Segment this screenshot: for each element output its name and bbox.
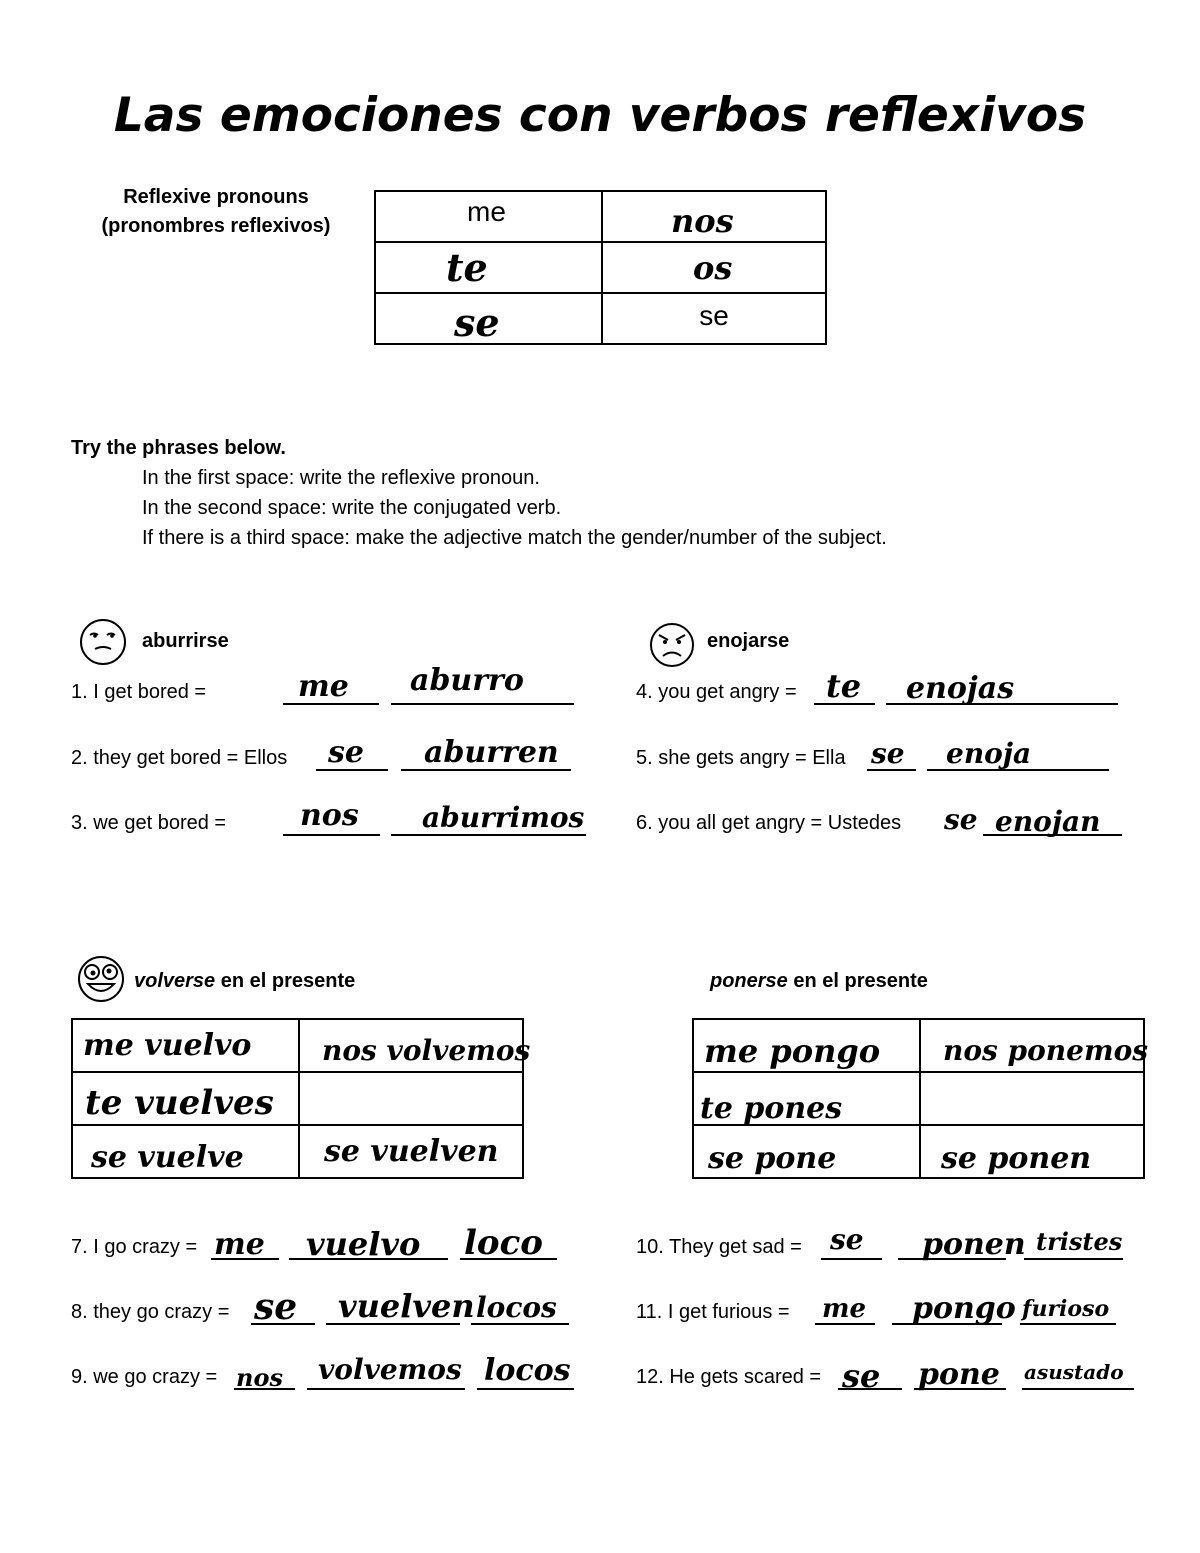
conjugation-cell[interactable] bbox=[693, 1019, 920, 1072]
instruction-line: In the second space: write the conjugated verb. bbox=[142, 497, 562, 519]
volverse-table bbox=[71, 1018, 531, 1179]
section-label-enojarse: enojarse bbox=[707, 630, 790, 652]
conjugation-cell[interactable] bbox=[693, 1125, 920, 1178]
pronoun-heading bbox=[0, 186, 432, 238]
item-prompt: 2. they get bored = Ellos bbox=[71, 747, 288, 769]
pronoun-cell bbox=[375, 242, 602, 293]
section-verb-volverse: volverse bbox=[134, 970, 216, 992]
handwritten-answer: se bbox=[830, 1223, 864, 1256]
conjugation-answer: nos volvemos bbox=[322, 1033, 531, 1067]
answer-blank[interactable] bbox=[1022, 1388, 1134, 1390]
pronoun-cell bbox=[375, 191, 602, 242]
handwritten-answer: ponen bbox=[922, 1227, 1026, 1262]
answer-blank[interactable] bbox=[821, 1258, 882, 1260]
handwritten-answer: aburrimos bbox=[422, 801, 585, 834]
handwritten-answer: vuelvo bbox=[306, 1225, 421, 1263]
handwritten-answer: aburren bbox=[424, 735, 559, 770]
pronoun-text: me bbox=[467, 195, 506, 227]
pronoun-cell bbox=[602, 191, 826, 242]
conjugation-cell[interactable] bbox=[920, 1072, 1144, 1125]
handwritten-answer: nos bbox=[300, 798, 359, 833]
answer-blank[interactable] bbox=[391, 834, 586, 836]
handwritten-answer: enoja bbox=[946, 737, 1032, 770]
answer-blank[interactable] bbox=[307, 1388, 465, 1390]
item-prompt: 7. I go crazy = bbox=[71, 1236, 198, 1258]
handwritten-answer: me bbox=[822, 1294, 867, 1324]
conjugation-answer: se vuelven bbox=[324, 1133, 499, 1169]
pronoun-answer: te bbox=[446, 244, 488, 290]
answer-blank[interactable] bbox=[1024, 1258, 1123, 1260]
section-label-aburrirse: aburrirse bbox=[142, 630, 229, 652]
handwritten-answer: locos bbox=[476, 1291, 557, 1324]
item-prompt: 3. we get bored = bbox=[71, 812, 227, 834]
instructions-heading: Try the phrases below. bbox=[71, 437, 286, 459]
section-verb-ponerse: ponerse bbox=[710, 970, 788, 992]
pronoun-table bbox=[374, 190, 827, 345]
conjugation-cell[interactable] bbox=[920, 1019, 1149, 1072]
answer-blank[interactable] bbox=[391, 703, 574, 705]
handwritten-answer: pone bbox=[918, 1357, 1000, 1392]
pronoun-cell bbox=[602, 242, 826, 293]
handwritten-answer: se bbox=[254, 1286, 298, 1328]
ponerse-table bbox=[692, 1018, 1149, 1179]
conjugation-cell[interactable] bbox=[693, 1072, 920, 1125]
handwritten-answer: te bbox=[826, 667, 862, 705]
conjugation-answer: me pongo bbox=[704, 1031, 881, 1070]
handwritten-answer: enojan bbox=[995, 805, 1101, 838]
section-label-ponerse bbox=[710, 970, 928, 993]
pronoun-cell bbox=[602, 293, 826, 344]
conjugation-cell[interactable] bbox=[72, 1019, 299, 1072]
handwritten-answer: se bbox=[328, 735, 364, 770]
instruction-line: If there is a third space: make the adjective match the gender/number of the subject. bbox=[142, 527, 887, 549]
item-prompt: 11. I get furious = bbox=[636, 1301, 790, 1323]
handwritten-answer: se bbox=[944, 803, 978, 836]
conjugation-cell[interactable] bbox=[299, 1019, 531, 1072]
item-prompt: 6. you all get angry = Ustedes bbox=[636, 812, 902, 834]
pronoun-heading-line1: Reflexive pronouns bbox=[123, 186, 309, 208]
section-label-volverse bbox=[134, 970, 355, 993]
conjugation-cell[interactable] bbox=[299, 1125, 523, 1178]
conjugation-cell[interactable] bbox=[72, 1125, 299, 1178]
handwritten-answer: enojas bbox=[906, 671, 1015, 706]
handwritten-answer: furioso bbox=[1022, 1296, 1110, 1322]
handwritten-answer: volvemos bbox=[318, 1353, 462, 1386]
handwritten-answer: aburro bbox=[410, 663, 524, 698]
section-suffix: en el presente bbox=[215, 970, 356, 992]
conjugation-cell[interactable] bbox=[920, 1125, 1144, 1178]
handwritten-answer: vuelven bbox=[338, 1287, 475, 1325]
conjugation-cell[interactable] bbox=[299, 1072, 523, 1125]
handwritten-answer: se bbox=[842, 1357, 881, 1395]
page-title: Las emociones con verbos reflexivos bbox=[113, 88, 1087, 143]
pronoun-answer: nos bbox=[671, 202, 734, 241]
item-prompt: 10. They get sad = bbox=[636, 1236, 802, 1258]
item-prompt: 8. they go crazy = bbox=[71, 1301, 230, 1323]
conjugation-cell[interactable] bbox=[72, 1072, 299, 1125]
angry-face-icon bbox=[648, 621, 696, 669]
answer-blank[interactable] bbox=[477, 1388, 574, 1390]
item-prompt: 4. you get angry = bbox=[636, 681, 797, 703]
conjugation-answer: te vuelves bbox=[85, 1082, 274, 1123]
handwritten-answer: se bbox=[871, 737, 905, 770]
crazy-face-icon bbox=[76, 954, 126, 1004]
instruction-line: In the first space: write the reflexive pronoun. bbox=[142, 467, 540, 489]
answer-blank[interactable] bbox=[283, 834, 380, 836]
item-prompt: 12. He gets scared = bbox=[636, 1366, 822, 1388]
conjugation-answer: se ponen bbox=[941, 1141, 1092, 1177]
handwritten-answer: me bbox=[214, 1227, 265, 1262]
handwritten-answer: me bbox=[298, 669, 349, 704]
answer-blank[interactable] bbox=[1020, 1323, 1116, 1325]
conjugation-answer: nos ponemos bbox=[943, 1033, 1149, 1067]
pronoun-cell bbox=[375, 293, 602, 344]
conjugation-answer: te pones bbox=[700, 1090, 843, 1126]
pronoun-heading-line2: (pronombres reflexivos) bbox=[101, 215, 331, 237]
conjugation-answer: se vuelve bbox=[91, 1139, 244, 1175]
section-suffix: en el presente bbox=[787, 970, 928, 992]
pronoun-answer: os bbox=[693, 248, 733, 287]
item-prompt: 1. I get bored = bbox=[71, 681, 207, 703]
bored-face-icon bbox=[78, 617, 128, 667]
handwritten-answer: nos bbox=[236, 1363, 283, 1392]
handwritten-answer: tristes bbox=[1036, 1227, 1123, 1256]
pronoun-text: se bbox=[699, 300, 729, 332]
item-prompt: 9. we go crazy = bbox=[71, 1366, 218, 1388]
handwritten-answer: loco bbox=[464, 1223, 543, 1263]
conjugation-answer: se pone bbox=[708, 1141, 837, 1177]
handwritten-answer: locos bbox=[484, 1353, 571, 1388]
handwritten-answer: pongo bbox=[912, 1291, 1016, 1326]
pronoun-answer: se bbox=[454, 300, 500, 346]
item-prompt: 5. she gets angry = Ella bbox=[636, 747, 846, 769]
conjugation-answer: me vuelvo bbox=[83, 1027, 252, 1063]
handwritten-answer: asustado bbox=[1024, 1360, 1124, 1384]
